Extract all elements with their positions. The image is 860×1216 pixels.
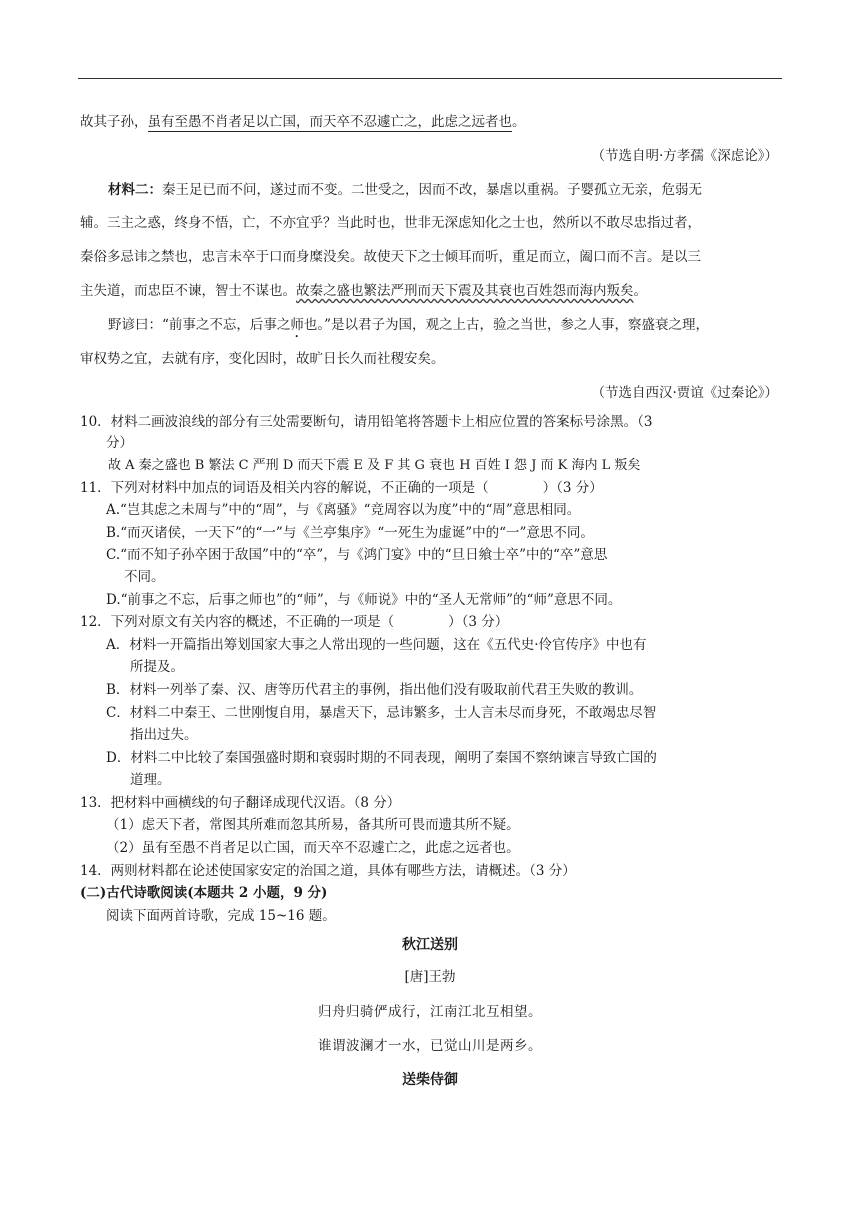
material2-label: 材料二： bbox=[108, 182, 162, 198]
poem1-title: 秋江送别 bbox=[402, 937, 458, 953]
q12-option-b: B．材料一列举了秦、汉、唐等历代君主的事例，指出他们没有吸取前代君王失败的教训。 bbox=[106, 682, 643, 698]
material2-line4-lead: 主失道，而忠臣不谏，智士不谋也。 bbox=[80, 283, 296, 299]
poem1-line1: 归舟归骑俨成行，江南江北互相望。 bbox=[318, 1004, 542, 1020]
header-rule bbox=[78, 78, 782, 79]
q12-stem: 12．下列对原文有关内容的概述，不正确的一项是（ ）（3 分） bbox=[80, 614, 509, 630]
q12-option-a-line2: 所提及。 bbox=[130, 659, 184, 675]
source-1: （节选自明·方孝孺《深虑论》） bbox=[591, 148, 778, 164]
passage1-underlined-sentence: 虽有至愚不肖者足以亡国，而天卒不忍遽亡之，此虑之远者也 bbox=[147, 114, 512, 130]
q11-stem: 11．下列对材料中加点的词语及相关内容的解说，不正确的一项是（ ）（3 分） bbox=[80, 480, 603, 496]
section2-intro: 阅读下面两首诗歌，完成 15~16 题。 bbox=[106, 908, 336, 924]
q11-option-c-line1: C.“而不知子孙卒困于敌国”中的“卒”，与《鸿门宴》中的“旦日飨士卒”中的“卒”意思 bbox=[106, 547, 608, 563]
material2-line1 bbox=[108, 180, 702, 200]
material2-line5-a: 野谚曰：“前事之不忘，后事之 bbox=[108, 317, 291, 333]
passage1-last-line bbox=[80, 112, 526, 132]
q13-sentence-2: （2）虽有至愚不肖者足以亡国，而天卒不忍遽亡之，此虑之远者也。 bbox=[106, 840, 520, 856]
poem2-title: 送柴侍御 bbox=[402, 1072, 458, 1088]
q11-option-c-line2: 不同。 bbox=[124, 569, 165, 585]
passage1-lead: 故其子孙， bbox=[80, 114, 148, 130]
q14-stem: 14．两则材料都在论述使国家安定的治国之道，具体有哪些方法，请概述。（3 分） bbox=[80, 863, 576, 879]
q11-option-a: A.“岂其虑之未周与”中的“周”，与《离骚》“竞周容以为度”中的“周”意思相同。 bbox=[106, 502, 581, 518]
passage1-tail: 。 bbox=[512, 114, 526, 130]
q12-option-d-line2: 道理。 bbox=[130, 772, 171, 788]
section2-heading: (二)古代诗歌阅读(本题共 2 小题，9 分) bbox=[80, 885, 328, 901]
material2-line5-b: 也。”是以君子为国，观之上古，验之当世，参之人事，察盛衰之理， bbox=[303, 317, 710, 333]
q10-stem-line1: 10．材料二画波浪线的部分有三处需要断句，请用铅笔将答题卡上相应位置的答案标号涂黑。（3 bbox=[80, 414, 653, 430]
q10-stem-line2: 分） bbox=[106, 435, 133, 451]
material2-line4-tail: 。 bbox=[633, 283, 647, 299]
material2-line2: 辅。三主之惑，终身不悟，亡，不亦宜乎？当此时也，世非无深虑知化之士也，然所以不敢尽忠指过者， bbox=[80, 215, 701, 231]
q12-option-d-line1: D．材料二中比较了秦国强盛时期和衰弱时期的不同表现，阐明了秦国不察纳谏言导致亡国的 bbox=[106, 750, 657, 766]
q12-option-c-line1: C．材料二中秦王、二世刚愎自用，暴虐天下，忌讳繁多，士人言未尽而身死，不敢竭忠尽智 bbox=[106, 705, 657, 721]
material2-line6: 审权势之宜，去就有序，变化因时，故旷日长久而社稷安矣。 bbox=[80, 351, 445, 367]
q13-stem: 13．把材料中画横线的句子翻译成现代汉语。（8 分） bbox=[80, 795, 401, 811]
q12-option-c-line2: 指出过失。 bbox=[130, 727, 198, 743]
source-2: （节选自西汉·贾谊《过秦论》） bbox=[591, 385, 778, 401]
dotted-word-shi: 师 bbox=[290, 317, 304, 333]
poem1-line2: 谁谓波澜才一水，已觉山川是两乡。 bbox=[318, 1038, 542, 1054]
material2-line3: 秦俗多忌讳之禁也，忠言未卒于口而身糜没矣。故使天下之士倾耳而听，重足而立，阖口而不言。是以三 bbox=[80, 249, 701, 265]
material2-wavy-sentence: 故秦之盛也繁法严刑而天下震及其衰也百姓怨而海内叛矣 bbox=[296, 283, 634, 299]
material2-line4 bbox=[80, 281, 647, 301]
q11-option-d: D.“前事之不忘，后事之师也”的“师”，与《师说》中的“圣人无常师”的“师”意思不同。 bbox=[106, 592, 622, 608]
q10-options: 故 A 秦之盛也 B 繁法 C 严刑 D 而天下震 E 及 F 其 G 衰也 H 百姓 I 怨 J 而 K 海内 L 叛矣 bbox=[108, 458, 641, 473]
poem1-author: [唐]王勃 bbox=[404, 969, 456, 985]
q13-sentence-1: （1）虑天下者，常图其所难而忽其所易，备其所可畏而遗其所不疑。 bbox=[106, 817, 520, 833]
material2-line5 bbox=[108, 315, 709, 341]
q11-option-b: B.“而灭诸侯，一天下”的“一”与《兰亭集序》“一死生为虚诞”中的“一”意思不同。 bbox=[106, 525, 594, 541]
material2-line1-text: 秦王足已而不问，遂过而不变。二世受之，因而不改，暴虐以重祸。子婴孤立无亲，危弱无 bbox=[162, 182, 702, 198]
q12-option-a-line1: A．材料一开篇指出筹划国家大事之人常出现的一些问题，这在《五代史·伶官传序》中也有 bbox=[106, 637, 647, 653]
